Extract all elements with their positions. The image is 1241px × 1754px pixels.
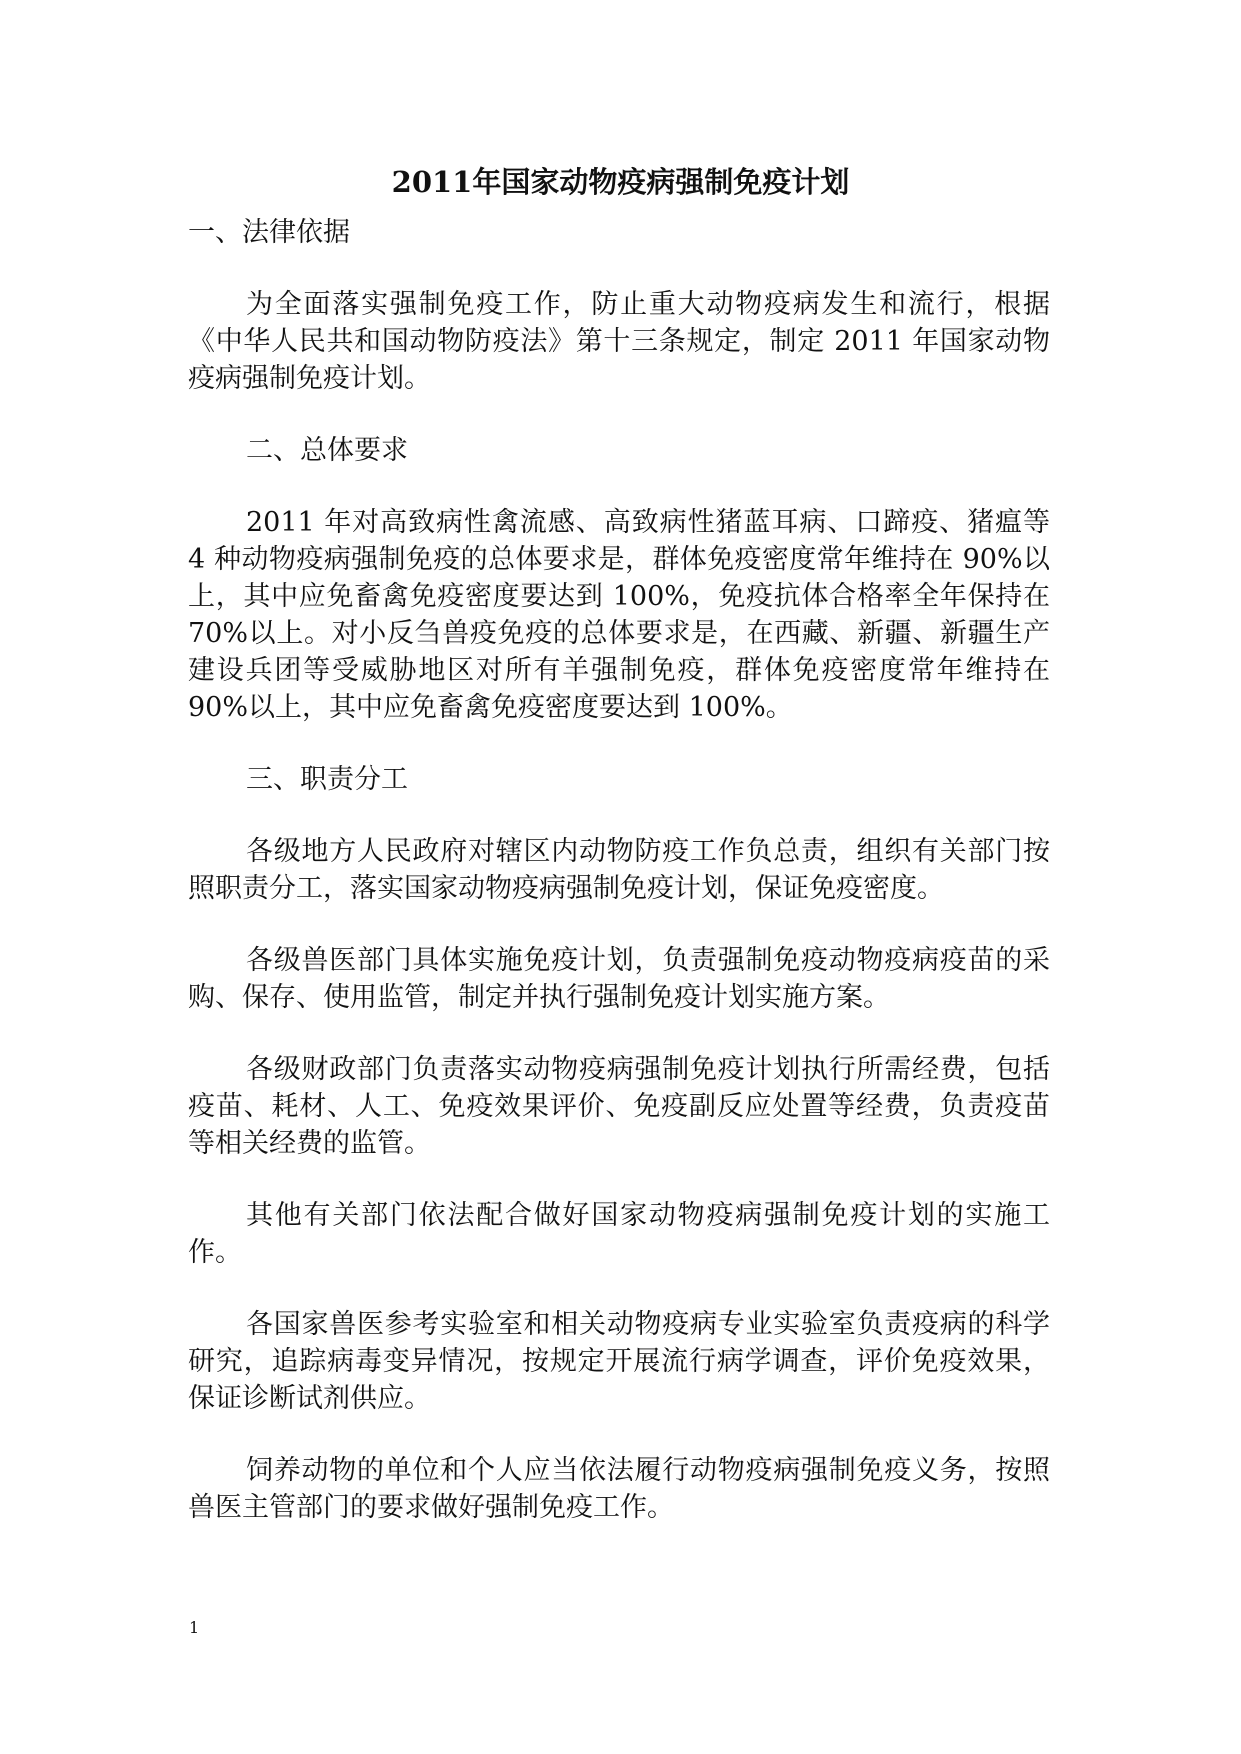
paragraph-reference-laboratories: 各国家兽医参考实验室和相关动物疫病专业实验室负责疫病的科学研究，追踪病毒变异情况，按规定开展流行病学调查，评价免疫效果，保证诊断试剂供应。 (188, 1309, 1050, 1414)
document-title: 2011年国家动物疫病强制免疫计划 (391, 165, 850, 199)
paragraph-general-requirements: 2011 年对高致病性禽流感、高致病性猪蓝耳病、口蹄疫、猪瘟等 4 种动物疫病强制免疫的总体要求是，群体免疫密度常年维持在 90%以上，其中应免畜禽免疫密度要达到 100%，免疫抗体合格率全年保持在 70%以上。对小反刍兽疫免疫的总体要求是，在西藏、新疆、新疆生产建设兵团等受威胁地区对所有羊强制免疫，群体免疫密度常年维持在 90%以上，其中应免畜禽免疫密度要达到 100%。 (188, 507, 1050, 723)
paragraph-animal-keepers: 饲养动物的单位和个人应当依法履行动物疫病强制免疫义务，按照兽医主管部门的要求做好强制免疫工作。 (188, 1455, 1050, 1523)
paragraph-other-departments: 其他有关部门依法配合做好国家动物疫病强制免疫计划的实施工作。 (188, 1200, 1050, 1268)
section-heading-general-requirements: 二、总体要求 (246, 435, 408, 466)
section-heading-responsibilities: 三、职责分工 (246, 764, 408, 795)
section-heading-legal-basis: 一、法律依据 (188, 217, 350, 248)
paragraph-finance-departments: 各级财政部门负责落实动物疫病强制免疫计划执行所需经费，包括疫苗、耗材、人工、免疫效果评价、免疫副反应处置等经费，负责疫苗等相关经费的监管。 (188, 1054, 1050, 1159)
document-body (188, 214, 1050, 1526)
paragraph-local-government: 各级地方人民政府对辖区内动物防疫工作负总责，组织有关部门按照职责分工，落实国家动物疫病强制免疫计划，保证免疫密度。 (188, 836, 1050, 904)
page-number: 1 (189, 1618, 200, 1637)
paragraph-veterinary-departments: 各级兽医部门具体实施免疫计划，负责强制免疫动物疫病疫苗的采购、保存、使用监管，制定并执行强制免疫计划实施方案。 (188, 945, 1050, 1013)
paragraph-legal-basis: 为全面落实强制免疫工作，防止重大动物疫病发生和流行，根据《中华人民共和国动物防疫法》第十三条规定，制定 2011 年国家动物疫病强制免疫计划。 (188, 289, 1050, 394)
